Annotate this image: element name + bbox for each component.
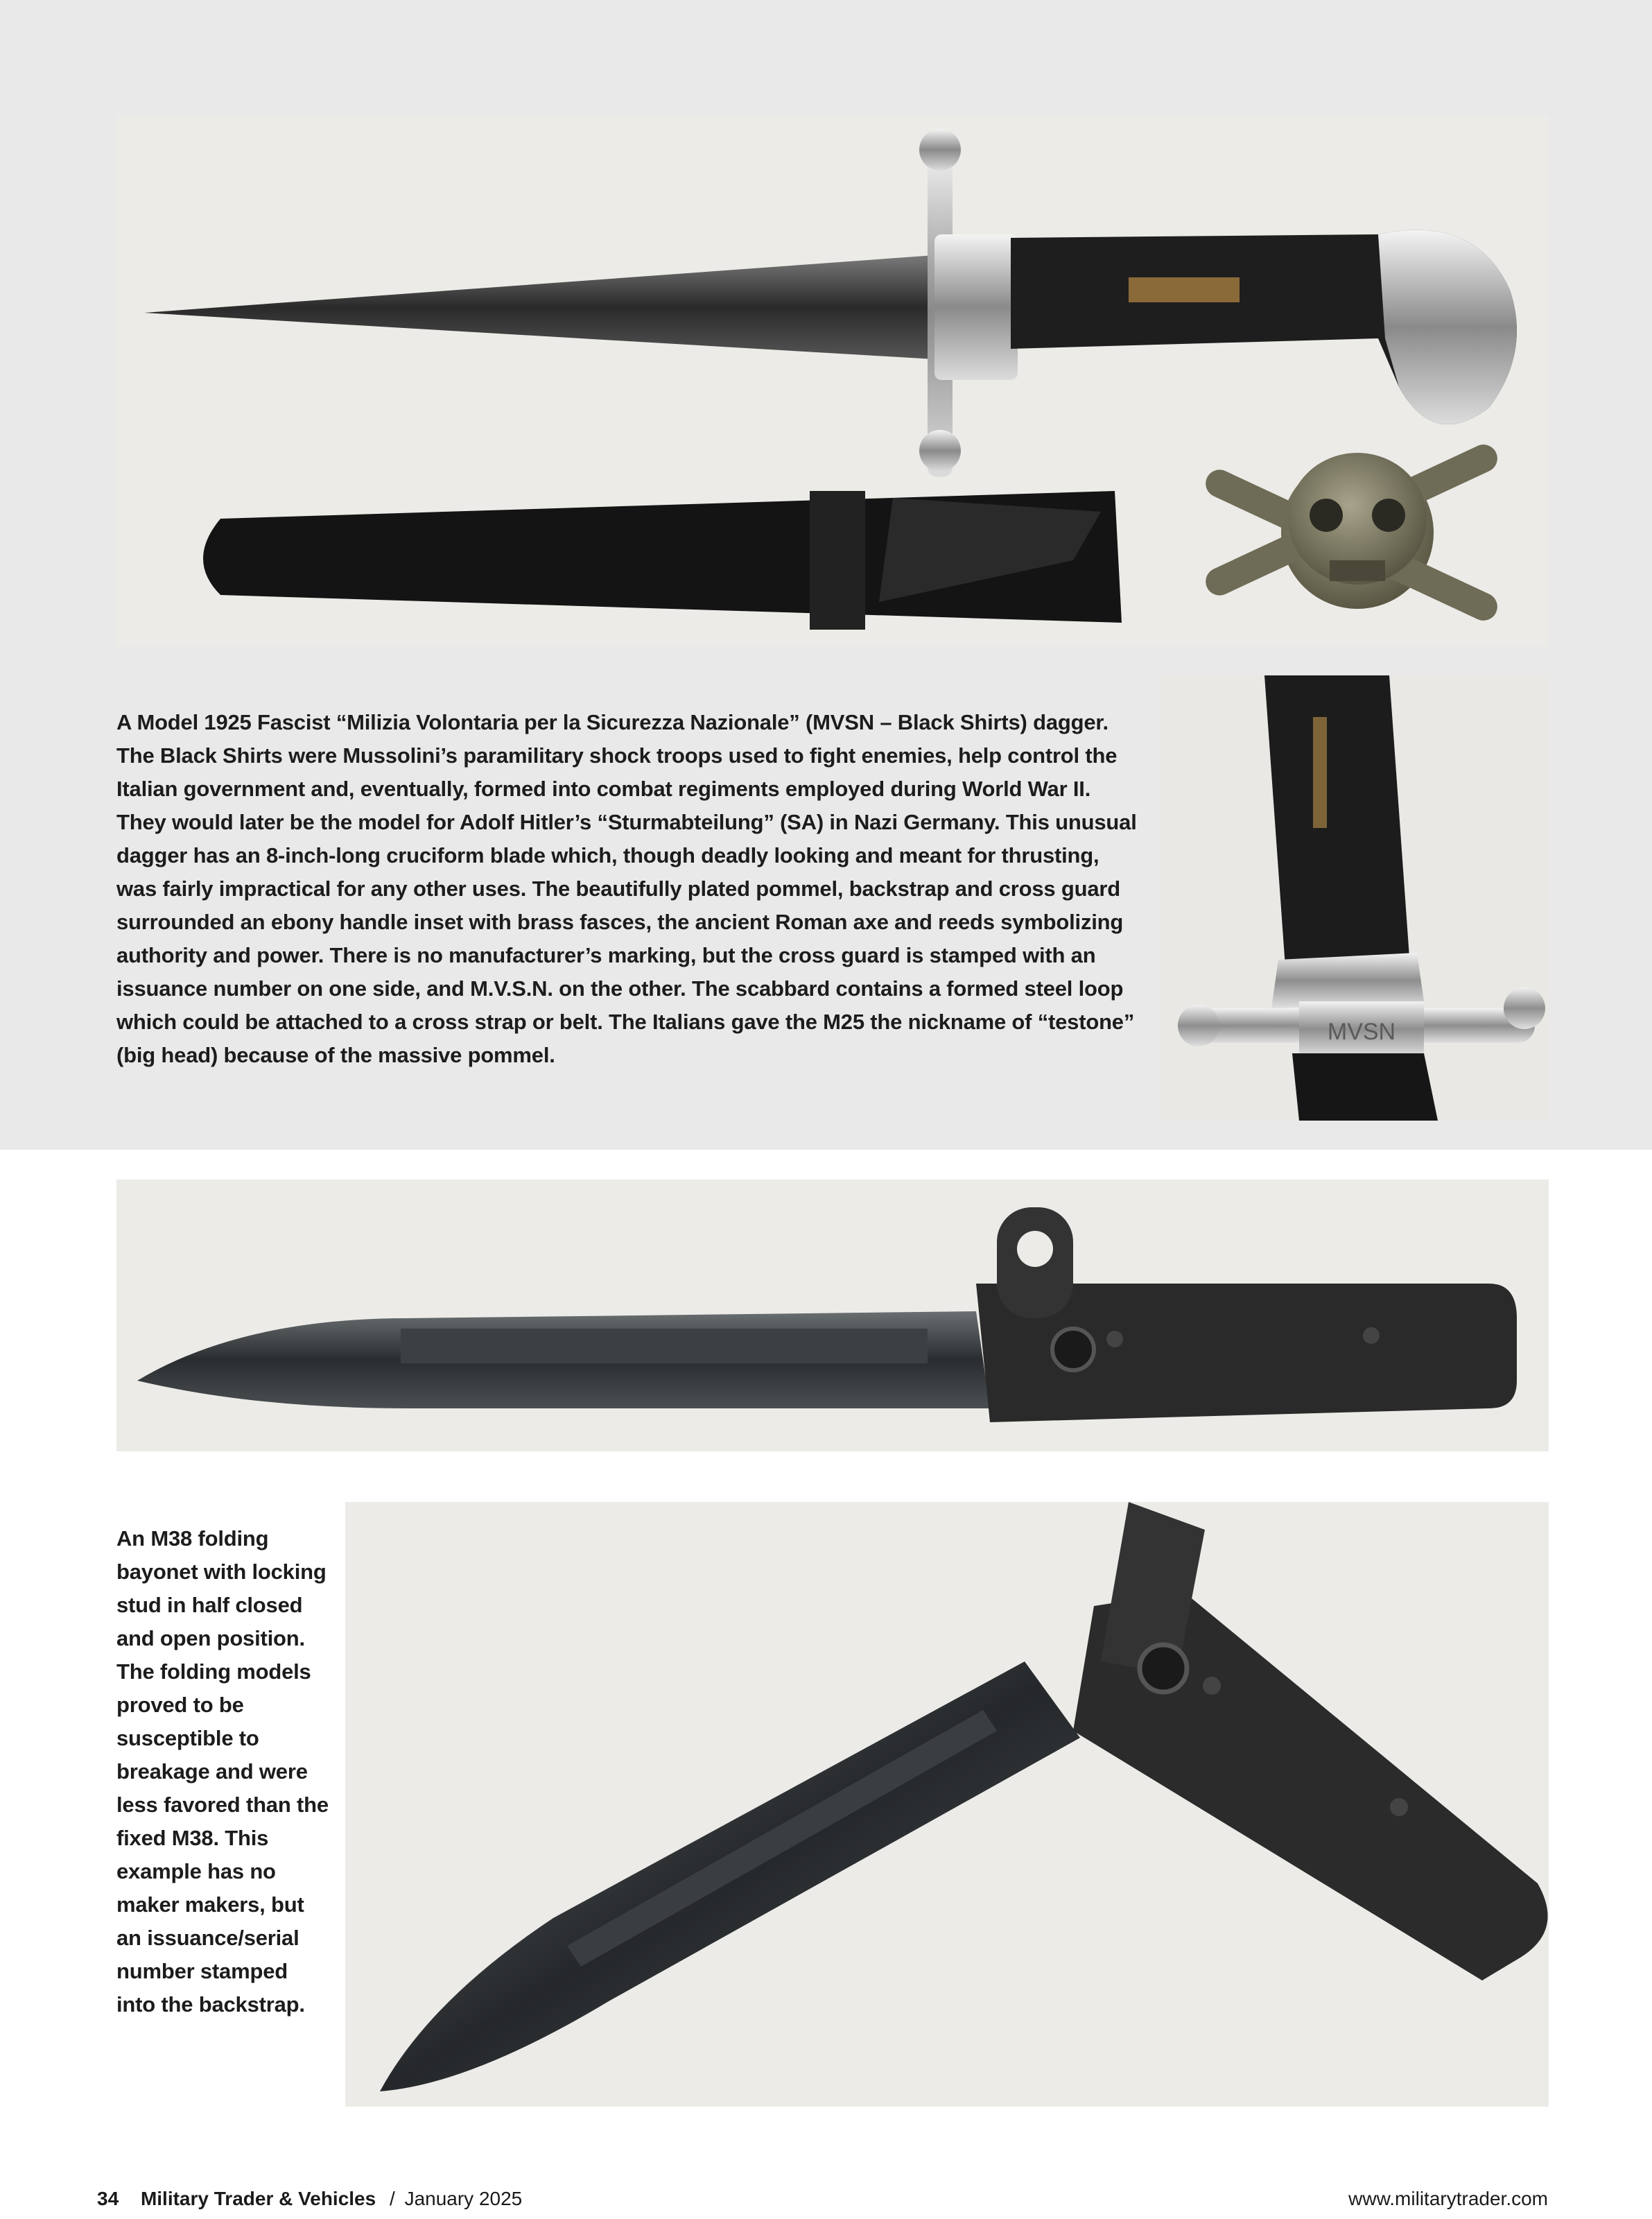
footer-separator: / — [390, 2188, 395, 2209]
caption-dagger: A Model 1925 Fascist “Milizia Volontaria per la Sicurezza Nazionale” (MVSN – Black Shirts) dagger. The Black Shirts were Mussolini’s paramilitary shock troops used to fight enemies, help control the Italian government and, eventually, formed into combat regiments employed during World War II. They would later be the model for Adolf Hitler’s “Sturmabteilung” (SA) in Nazi Germany. This unusual dagger has an 8-inch-long cruciform blade which, though deadly looking and meant for thrusting, was fairly impractical for any other uses. The beautifully plated pommel, backstrap and cross guard surrounded an ebony handle inset with brass fasces, the ancient Roman axe and reeds symbolizing authority and power. There is no manufacturer’s marking, but the cross guard is stamped with an issuance number on one side, and M.V.S.N. on the other. The scabbard contains a formed steel loop which could be attached to a cross strap or belt. The Italians gave the M25 the nickname of “testone” (big head) because of the massive pommel. — [116, 710, 1137, 1067]
footer-left — [97, 2188, 522, 2210]
caption-bayonet: An M38 folding bayonet with locking stud in half closed and open position. The folding models proved to be susceptible to breakage and were less favored than the fixed M38. This example has no maker makers, but an issuance/serial number stamped into the backstrap. — [116, 1526, 329, 2017]
closeup-handle — [1264, 675, 1410, 967]
website-url[interactable]: www.militarytrader.com — [1348, 2188, 1548, 2209]
closeup-guard-stamp: MVSN — [1327, 1019, 1396, 1045]
photo-dagger-scabbard-skull — [116, 116, 1549, 646]
publication-name: Military Trader & Vehicles — [140, 2188, 376, 2209]
issue-date: January 2025 — [404, 2188, 523, 2209]
photo-guard-closeup — [1160, 675, 1549, 1121]
page-footer — [97, 2188, 1548, 2216]
photo-bayonet-closed — [116, 1180, 1549, 1451]
page-number: 34 — [97, 2188, 119, 2209]
photo-bayonet-open — [345, 1502, 1549, 2107]
